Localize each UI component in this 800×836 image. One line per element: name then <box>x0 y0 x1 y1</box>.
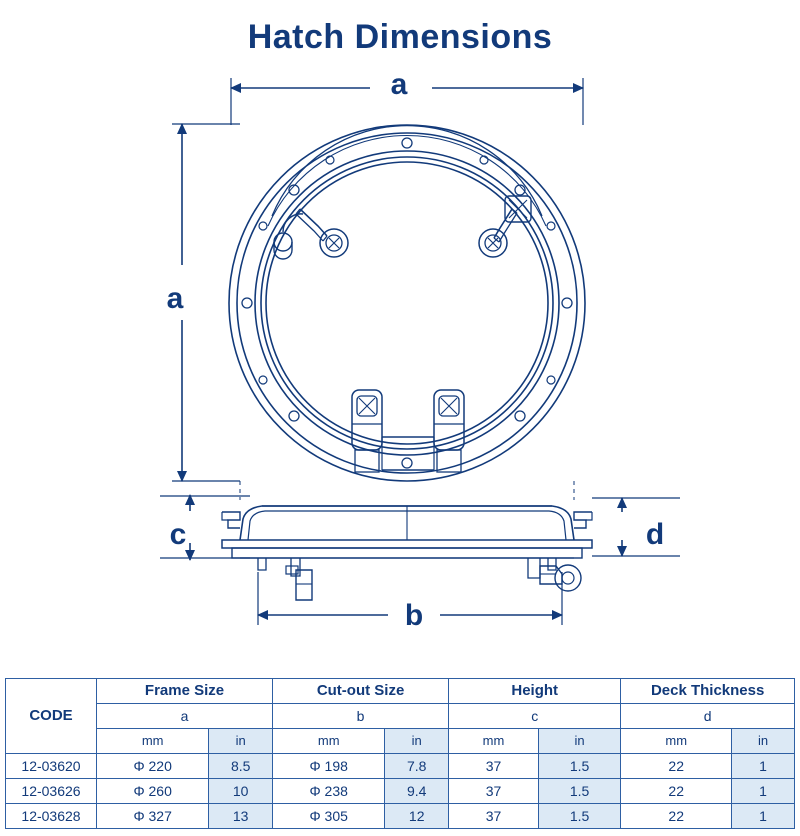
cell-height-mm: 37 <box>449 779 539 804</box>
letter-b: b <box>273 704 449 729</box>
dimension-label-b: b <box>404 599 424 632</box>
letter-d: d <box>621 704 795 729</box>
unit-height-mm: mm <box>449 729 539 754</box>
cell-deck-mm: 22 <box>621 779 732 804</box>
cell-frame-in: 8.5 <box>209 754 273 779</box>
table-row <box>6 754 795 779</box>
unit-deck-in: in <box>732 729 795 754</box>
cell-deck-mm: 22 <box>621 804 732 829</box>
letter-a: a <box>97 704 273 729</box>
cell-frame-in: 10 <box>209 779 273 804</box>
header-cutout-size: Cut-out Size <box>273 679 449 704</box>
cell-height-in: 1.5 <box>538 779 620 804</box>
cell-height-mm: 37 <box>449 754 539 779</box>
cell-height-in: 1.5 <box>538 804 620 829</box>
letter-c: c <box>449 704 621 729</box>
cell-height-mm: 37 <box>449 804 539 829</box>
cell-deck-mm: 22 <box>621 754 732 779</box>
table-row-letters <box>6 704 795 729</box>
cell-cutout-mm: Φ 305 <box>273 804 385 829</box>
cell-cutout-in: 12 <box>385 804 449 829</box>
cell-code: 12-03620 <box>6 754 97 779</box>
unit-height-in: in <box>538 729 620 754</box>
page-title: Hatch Dimensions <box>247 18 553 56</box>
unit-cutout-in: in <box>385 729 449 754</box>
header-height: Height <box>449 679 621 704</box>
header-deck-thickness: Deck Thickness <box>621 679 795 704</box>
table-row-group-headers <box>6 679 795 704</box>
unit-frame-in: in <box>209 729 273 754</box>
dimension-label-a-left: a <box>166 282 184 315</box>
table-row <box>6 779 795 804</box>
cell-frame-mm: Φ 220 <box>97 754 209 779</box>
unit-deck-mm: mm <box>621 729 732 754</box>
header-code: CODE <box>6 679 97 754</box>
cell-cutout-in: 9.4 <box>385 779 449 804</box>
table-row <box>6 804 795 829</box>
cell-frame-in: 13 <box>209 804 273 829</box>
cell-code: 12-03628 <box>6 804 97 829</box>
cell-deck-in: 1 <box>732 804 795 829</box>
cell-code: 12-03626 <box>6 779 97 804</box>
cell-cutout-in: 7.8 <box>385 754 449 779</box>
header-frame-size: Frame Size <box>97 679 273 704</box>
dimension-label-a-top: a <box>390 68 408 101</box>
unit-cutout-mm: mm <box>273 729 385 754</box>
cell-deck-in: 1 <box>732 779 795 804</box>
cell-cutout-mm: Φ 198 <box>273 754 385 779</box>
unit-frame-mm: mm <box>97 729 209 754</box>
cell-frame-mm: Φ 327 <box>97 804 209 829</box>
dimension-label-d: d <box>645 518 665 551</box>
dimension-label-c: c <box>169 518 187 551</box>
cell-height-in: 1.5 <box>538 754 620 779</box>
spec-table-wrap <box>5 678 795 829</box>
table-row-units <box>6 729 795 754</box>
cell-deck-in: 1 <box>732 754 795 779</box>
spec-table <box>5 678 795 829</box>
cell-frame-mm: Φ 260 <box>97 779 209 804</box>
cell-cutout-mm: Φ 238 <box>273 779 385 804</box>
